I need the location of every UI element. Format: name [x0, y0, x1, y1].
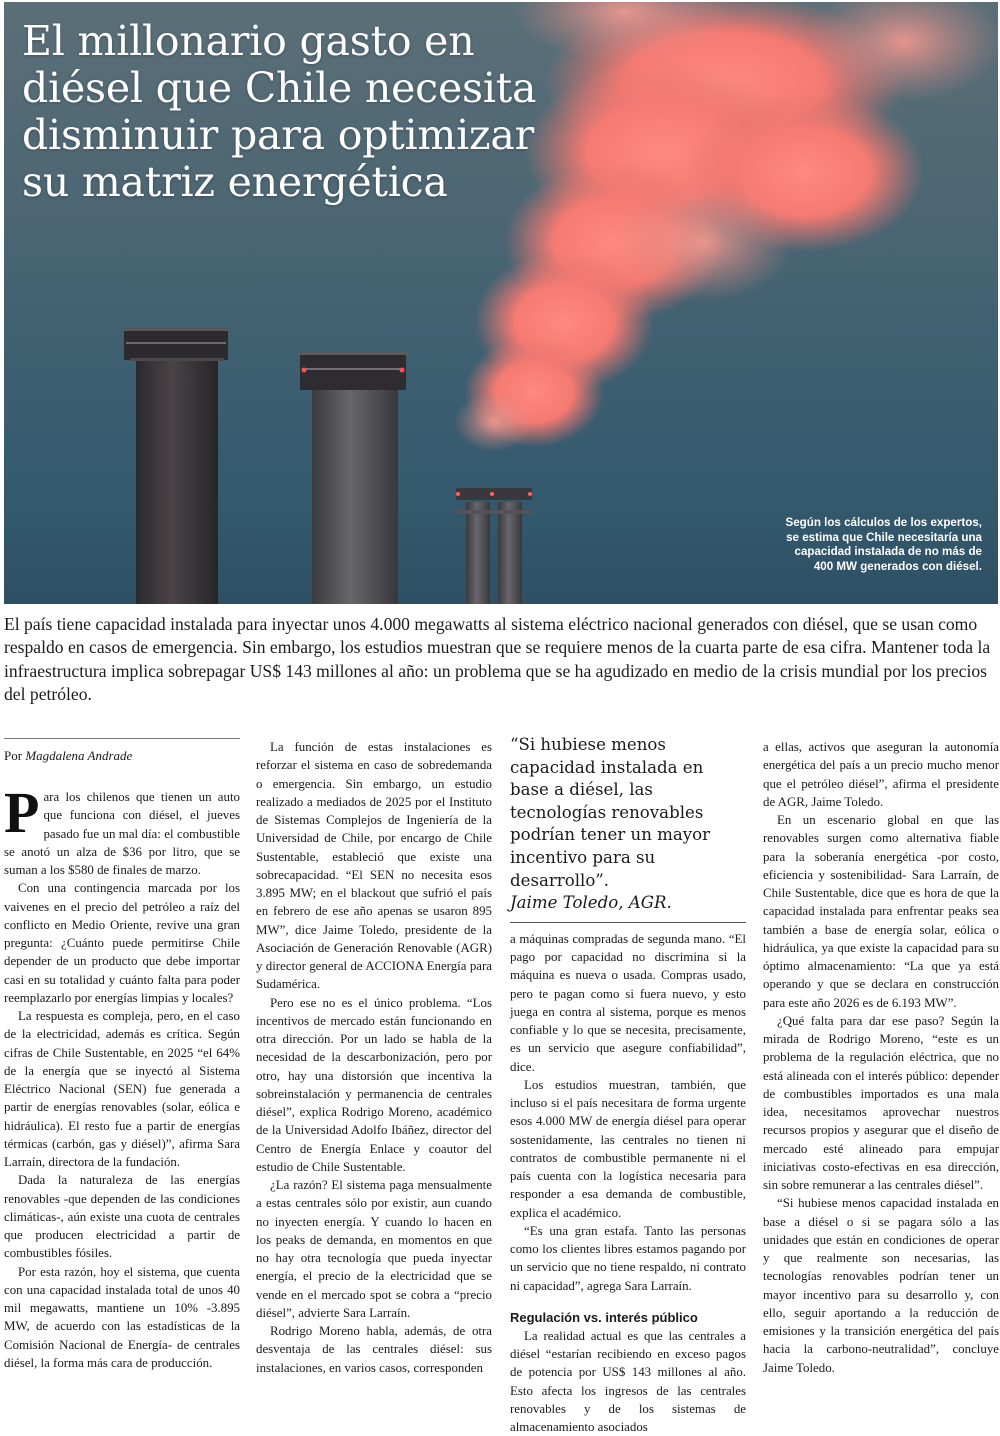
article-paragraph: Los estudios muestran, también, que incluso si el país necesitara de forma urgente esos 4.000 MW de energía diésel para operar sostenidamente, las centrales no tienen ni contratos de combustible permanente ni el país cuenta con la logística necesaria para responder a esa demanda de combustible, explica el académico. [510, 1077, 746, 1220]
article-paragraph: Para los chilenos que tienen un auto que funciona con diésel, el jueves pasado fue un mal día: el combustible se anotó un alza de $36 por litro, que se suman a los $580 de finales de marzo. [4, 780, 240, 877]
hero-photo [4, 2, 998, 604]
article-paragraph: Por esta razón, hoy el sistema, que cuenta con una capacidad instalada total de unos 40 mil megawatts, mantiene un 10% -3.895 MW, de acuerdo con las estadísticas de la Comisión Nacional de Energía- de centrales diésel, la forma más cara de producción. [4, 1264, 240, 1370]
article-paragraph: La realidad actual es que las centrales a diésel “estarían recibiendo en exceso pagos de potencia por US$ 143 millones al año. Esto afecta los ingresos de las centrales renovables y de los sistemas de almacenamiento asociados [510, 1328, 746, 1434]
column-2 [256, 738, 492, 1377]
pull-quote [510, 734, 746, 923]
smokestack-left [122, 327, 230, 604]
article-paragraph: ¿Qué falta para dar ese paso? Según la mirada de Rodrigo Moreno, “este es un problema de la regulación eléctrica, que no está alineada con el interés público: depender de combustibles importados es una mala idea, necesitamos aprovechar nuestros recursos propios y asegurar que el diseño de mercado esté alineado para empujar iniciativas costo-efectivas en esa dirección, sin sobre remunerar a las centrales diésel”. [763, 1013, 999, 1192]
column-3 [510, 734, 746, 1436]
headline: El millonario gasto en diésel que Chile necesita disminuir para optimizar su matriz energética [22, 17, 537, 206]
article-paragraph: En un escenario global en que las renovables surgen como alternativa fiable para la soberanía energética -por costo, eficiencia y sostenibilidad- Sara Larraín, de Chile Sustentable, dice que es hora de que la capacidad instalada para enfrentar peaks sea también a base de energía solar, eólica o hidráulica, ya que existe la capacidad para su óptimo almacenamiento: “La que ya está operando y que se declara en construcción para este año 2026 es de 6.193 MW”. [763, 813, 999, 1010]
photo-caption: Según los cálculos de los expertos, se estima que Chile necesitaría una capacidad instalada de no más de 400 MW generados con diésel. [785, 516, 982, 573]
article-paragraph: Rodrigo Moreno habla, además, de otra desventaja de las centrales diésel: sus instalaciones, en varios casos, corresponden [256, 1324, 492, 1375]
smokestack-center [298, 351, 408, 604]
column-1 [4, 738, 240, 1372]
article-paragraph: “Es una gran estafa. Tanto las personas como los clientes libres estamos pagando por un servicio que no tiene respaldo, ni contrato ni capacidad”, agrega Sara Larraín. [510, 1223, 746, 1293]
article-paragraph: Con una contingencia marcada por los vaivenes en el precio del petróleo a raíz del conflicto en Medio Oriente, revive una gran pregunta: ¿Cuánto puede permitirse Chile depender de un producto que debe importar casi en su totalidad y cuánto falta para poder reemplazarlo por energías limpias y locales? [4, 881, 240, 1005]
article-paragraph: ¿La razón? El sistema paga mensualmente a estas centrales sólo por existir, aun cuando no inyecten energía. Y cuando lo hacen en los peaks de demanda, en momentos en que no hay otra tecnología que pueda inyectar energía, el precio de la electricidad que se vende en el mercado spot se cobra a “precio diésel”, advierte Sara Larraín. [256, 1178, 492, 1320]
smokestack-right [454, 488, 532, 604]
section-subhead: Regulación vs. interés público [510, 1309, 698, 1325]
article-paragraph: Dada la naturaleza de las energías renovables -que dependen de las condiciones climáticas-, aún existe una cuota de centrales que producen electricidad a partir de combustibles fósiles. [4, 1173, 240, 1261]
byline-author: Magdalena Andrade [25, 748, 133, 763]
article-paragraph: La función de estas instalaciones es reforzar el sistema en caso de sobredemanda o emergencia. Sin embargo, un estudio realizado a mediados de 2025 por el Instituto de Sistemas Complejos de Ingeniería de la Universidad de Chile, por encargo de Chile Sustentable, estableció que existe una sobrecapacidad. “El SEN no necesita esos 3.895 MW; en el blackout que sufrió el país en febrero de ese año apenas se usaron 895 MW”, dice Jaime Toledo, presidente de la Asociación de Generación Renovable (AGR) y director general de ACCIONA Energía para Sudamérica. [256, 740, 492, 992]
article-paragraph: Pero ese no es el único problema. “Los incentivos de mercado están funcionando en otra dirección. Por un lado se habla de la necesidad de la descarbonización, pero por otro, hay una distorsión que incentiva la sobreinstalación y permanencia de centrales diésel”, explica Rodrigo Moreno, académico de la Universidad Adolfo Ibáñez, director del Centro de Energía Enlace y coautor del estudio de Chile Sustentable. [256, 995, 492, 1174]
byline [4, 738, 240, 764]
lead-paragraph: El país tiene capacidad instalada para inyectar unos 4.000 megawatts al sistema eléctrico nacional generados con diésel, que se usan como respaldo en casos de emergencia. Sin embargo, los estudios muestran que se requiere menos de la cuarta parte de esa cifra. Mantener toda la infraestructura implica sobrepagar US$ 143 millones al año: un problema que se ha agudizado en medio de la crisis mundial por los precios del petróleo. [4, 614, 991, 705]
article-paragraph: “Si hubiese menos capacidad instalada en base a diésel o si se pagara sólo a las unidades que están en condiciones de operar y que realmente son necesarias, las tecnologías renovables podrían tener un mayor incentivo para su desarrollo y, con ello, seguir aportando a la reducción de emisiones y la transición energética del país hacia la carbono-neutralidad”, concluye Jaime Toledo. [763, 1196, 999, 1375]
article-paragraph: a ellas, activos que aseguran la autonomía energética del país a un precio mucho menor que el petróleo diésel”, afirma el presidente de AGR, Jaime Toledo. [763, 740, 999, 809]
column-4 [763, 738, 999, 1377]
byline-prefix: Por [4, 748, 23, 763]
pull-quote-text: “Si hubiese menos capacidad instalada en base a diésel, las tecnologías renovables podrían tener un mayor incentivo para su desarrollo”. [510, 735, 711, 890]
dropcap: P [4, 780, 40, 845]
article-paragraph: a máquinas compradas de segunda mano. “El pago por capacidad no discrimina si la máquina es nueva o usada. Compras usado, pero te pagan como si fuera nuevo, y esto juega en contra al sistema, porque es menos confiable y lo que se necesita, precisamente, es un servicio que asegure confiabilidad”, dice. [510, 931, 746, 1074]
article-paragraph: La respuesta es compleja, pero, en el caso de la electricidad, además es crítica. Según cifras de Chile Sustentable, en 2025 “el 64% de la energía que se inyectó al Sistema Eléctrico Nacional (SEN) fue generada a partir de energías renovables (solar, eólica e hidráulica). El resto fue a partir de energías térmicas (carbón, gas y diésel)”, afirma Sara Larraín, directora de la fundación. [4, 1009, 240, 1169]
pull-quote-author: Jaime Toledo, AGR. [510, 893, 672, 913]
